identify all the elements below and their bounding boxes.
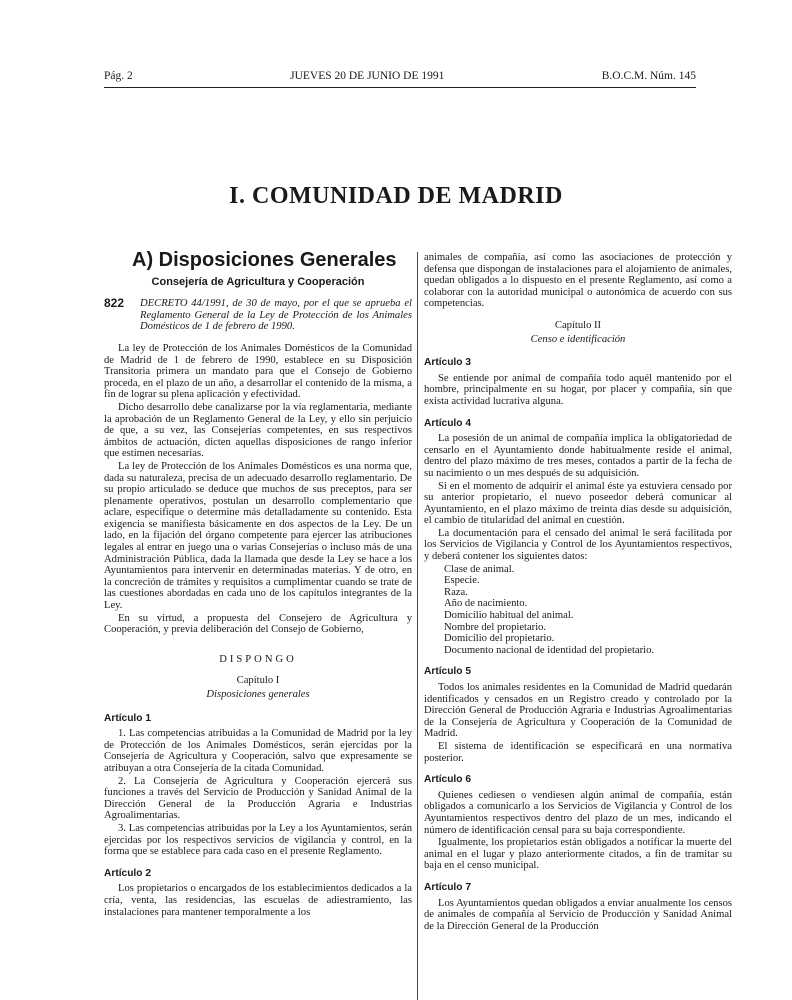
- paragraph: Igualmente, los propietarios están obligados a notificar la muerte del animal en el lugar y plazo anteriormente citados, a fin de tramitar su baja en el censo municipal.: [424, 837, 732, 872]
- chapter-title: Censo e identificación: [530, 333, 626, 345]
- paragraph: La documentación para el censado del animal le será facilitada por los Servicios de Vigilancia y Control de los Ayuntamientos respectivos, y deberá contener los siguientes datos:: [424, 527, 732, 563]
- dispositions-title: A) Disposiciones Generales: [132, 249, 397, 271]
- article-heading: Artículo 4: [424, 417, 471, 429]
- list-item: Raza.: [444, 586, 468, 598]
- paragraph: Todos los animales residentes en la Comunidad de Madrid quedarán identificados y censados en un Registro creado y controlado por la Dirección General de Producción Agraria e Industrias Agroalimentarias de la Consejería de Agricultura y Cooperación de la Comunidad de Madrid.: [424, 682, 732, 740]
- chapter-heading: Capítulo I: [236, 675, 280, 687]
- dispongo-heading: DISPONGO: [219, 653, 297, 665]
- list-item: Especie.: [444, 575, 480, 587]
- article-heading: Artículo 7: [424, 881, 471, 893]
- issue-date: JUEVES 20 DE JUNIO DE 1991: [290, 70, 445, 82]
- column-divider: [417, 252, 418, 1000]
- paragraph: La ley de Protección de los Animales Domésticos es una norma que, dada su naturaleza, precisa de un adecuado desarrollo reglamentario. De su propio articulado se deduce que muchos de sus preceptos, para ser plenamente operativos, postulan un desarrollo complementario que aclare, especifique o determine más detalladamente su contenido. Esta exigencia se manifiesta básicamente en dos aspectos de la Ley. De un lado, en la fijación del órgano competente para ejercer las atribuciones legales al entrar en juego una o varias Consejerías o incluso más de una Administración Pública, dada la llamada que desde la Ley se hace a los Ayuntamientos para intervenir en determinadas materias. Y de otro, en la concreción de trámites y requisitos a cumplimentar cuando se trate de las cuestiones abordadas en cada uno de los capítulos integrantes de la Ley.: [104, 460, 412, 612]
- paragraph: animales de compañía, así como las asociaciones de protección y defensa que dispongan de instalaciones para el alojamiento de animales, quedan obligados a lo dispuesto en el presente Reglamento, así como a colaborar con la autoridad municipal o autonómica de acuerdo con sus competencias.: [424, 252, 732, 310]
- consejeria-heading: Consejería de Agricultura y Cooperación: [151, 275, 365, 288]
- decree-number: 822: [104, 296, 125, 311]
- article-heading: Artículo 3: [424, 357, 471, 369]
- right-column: [424, 252, 732, 933]
- article-heading: Artículo 1: [104, 712, 151, 724]
- paragraph: La ley de Protección de los Animales Domésticos de la Comunidad de Madrid de 1 de febrero de 1990, establece en su Disposición Transitoria primera un mandato para que el Consejo de Gobierno proceda, en el plazo de un año, a desarrollar el contenido de la misma, a fin de lograr su plena aplicación y efectividad.: [104, 342, 412, 401]
- decree-title: DECRETO 44/1991, de 30 de mayo, por el que se aprueba el Reglamento General de la Ley de Protección de los Animales Domésticos de 1 de febrero de 1990.: [140, 298, 412, 333]
- paragraph: Los propietarios o encargados de los establecimientos dedicados a la cría, venta, las residencias, las escuelas de adiestramiento, las instalaciones para mantener temporalmente a los: [104, 883, 412, 918]
- bulletin-number: B.O.C.M. Núm. 145: [601, 70, 696, 82]
- chapter-title: Disposiciones generales: [206, 689, 310, 700]
- paragraph: Los Ayuntamientos quedan obligados a enviar anualmente los censos de animales de compañía al Servicio de Producción y Sanidad Animal de la Dirección General de la Producción: [424, 897, 732, 932]
- paragraph: 3. Las competencias atribuidas por la Ley a los Ayuntamientos, serán ejercidas por los respectivos servicios de vigilancia y control, en la forma que se establece para cada caso en el presente Reglamento.: [104, 822, 412, 858]
- paragraph: Se entiende por animal de compañía todo aquél mantenido por el hombre, principalmente en su hogar, por placer y compañía, sin que exista actividad lucrativa alguna.: [424, 372, 732, 407]
- paragraph: Dicho desarrollo debe canalizarse por la vía reglamentaria, mediante la aprobación de un Reglamento General de la Ley, y ello sin perjuicio de que, a su vez, las Consejerías competentes, en sus respectivos ámbitos de actuación, dicten aquellas disposiciones de rango inferior que estimen necesarias.: [104, 401, 412, 460]
- chapter-heading: Capítulo II: [554, 319, 602, 331]
- paragraph: El sistema de identificación se especificará en una normativa posterior.: [424, 740, 732, 764]
- page-number: Pág. 2: [104, 70, 133, 82]
- paragraph: En su virtud, a propuesta del Consejero de Agricultura y Cooperación, y previa deliberación del Consejo de Gobierno,: [104, 612, 412, 636]
- list-item: Nombre del propietario.: [444, 621, 547, 633]
- paragraph: La posesión de un animal de compañía implica la obligatoriedad de censarlo en el Ayuntamiento donde habitualmente reside el animal, dentro del plazo máximo de tres meses, contados a partir de la fecha de su nacimiento o un mes después de su adquisición.: [424, 433, 732, 479]
- list-item: Domicilio habitual del animal.: [444, 610, 574, 622]
- paragraph: 2. La Consejería de Agricultura y Cooperación ejercerá sus funciones a través del Servicio de Producción y Sanidad Animal de la Dirección General de la Producción Agraria e Industrias Agroalimentarias.: [104, 775, 412, 822]
- paragraph: Quienes cediesen o vendiesen algún animal de compañía, están obligados a comunicarlo a los Servicios de Vigilancia y Control de los Ayuntamientos respectivos dentro del plazo de un mes, indicando el número de identificación censal para su baja correspondiente.: [424, 789, 732, 836]
- section-title: I. COMUNIDAD DE MADRID: [229, 183, 563, 209]
- list-item: Clase de animal.: [444, 563, 515, 575]
- running-header: [104, 70, 696, 82]
- paragraph: 1. Las competencias atribuidas a la Comunidad de Madrid por la ley de Protección de los Animales Domésticos, serán ejercidas por la Consejería de Agricultura y Cooperación, salvo que expresamente se atribuyan a otra Consejería de la citada Comunidad.: [104, 728, 412, 774]
- header-rule: [104, 87, 696, 88]
- paragraph: Si en el momento de adquirir el animal éste ya estuviera censado por su anterior propietario, el nuevo poseedor deberá comunicar al Ayuntamiento, en el plazo máximo de treinta días desde su adquisición, el cambio de titularidad del animal en cuestión.: [424, 480, 732, 527]
- decree-entry: [104, 298, 412, 333]
- left-column: [104, 249, 412, 919]
- list-item: Domicilio del propietario.: [444, 633, 555, 645]
- article-heading: Artículo 5: [424, 666, 471, 678]
- list-item: Año de nacimiento.: [444, 598, 528, 610]
- article-heading: Artículo 6: [424, 774, 471, 786]
- list-item: Documento nacional de identidad del propietario.: [444, 644, 655, 656]
- article-heading: Artículo 2: [104, 867, 151, 879]
